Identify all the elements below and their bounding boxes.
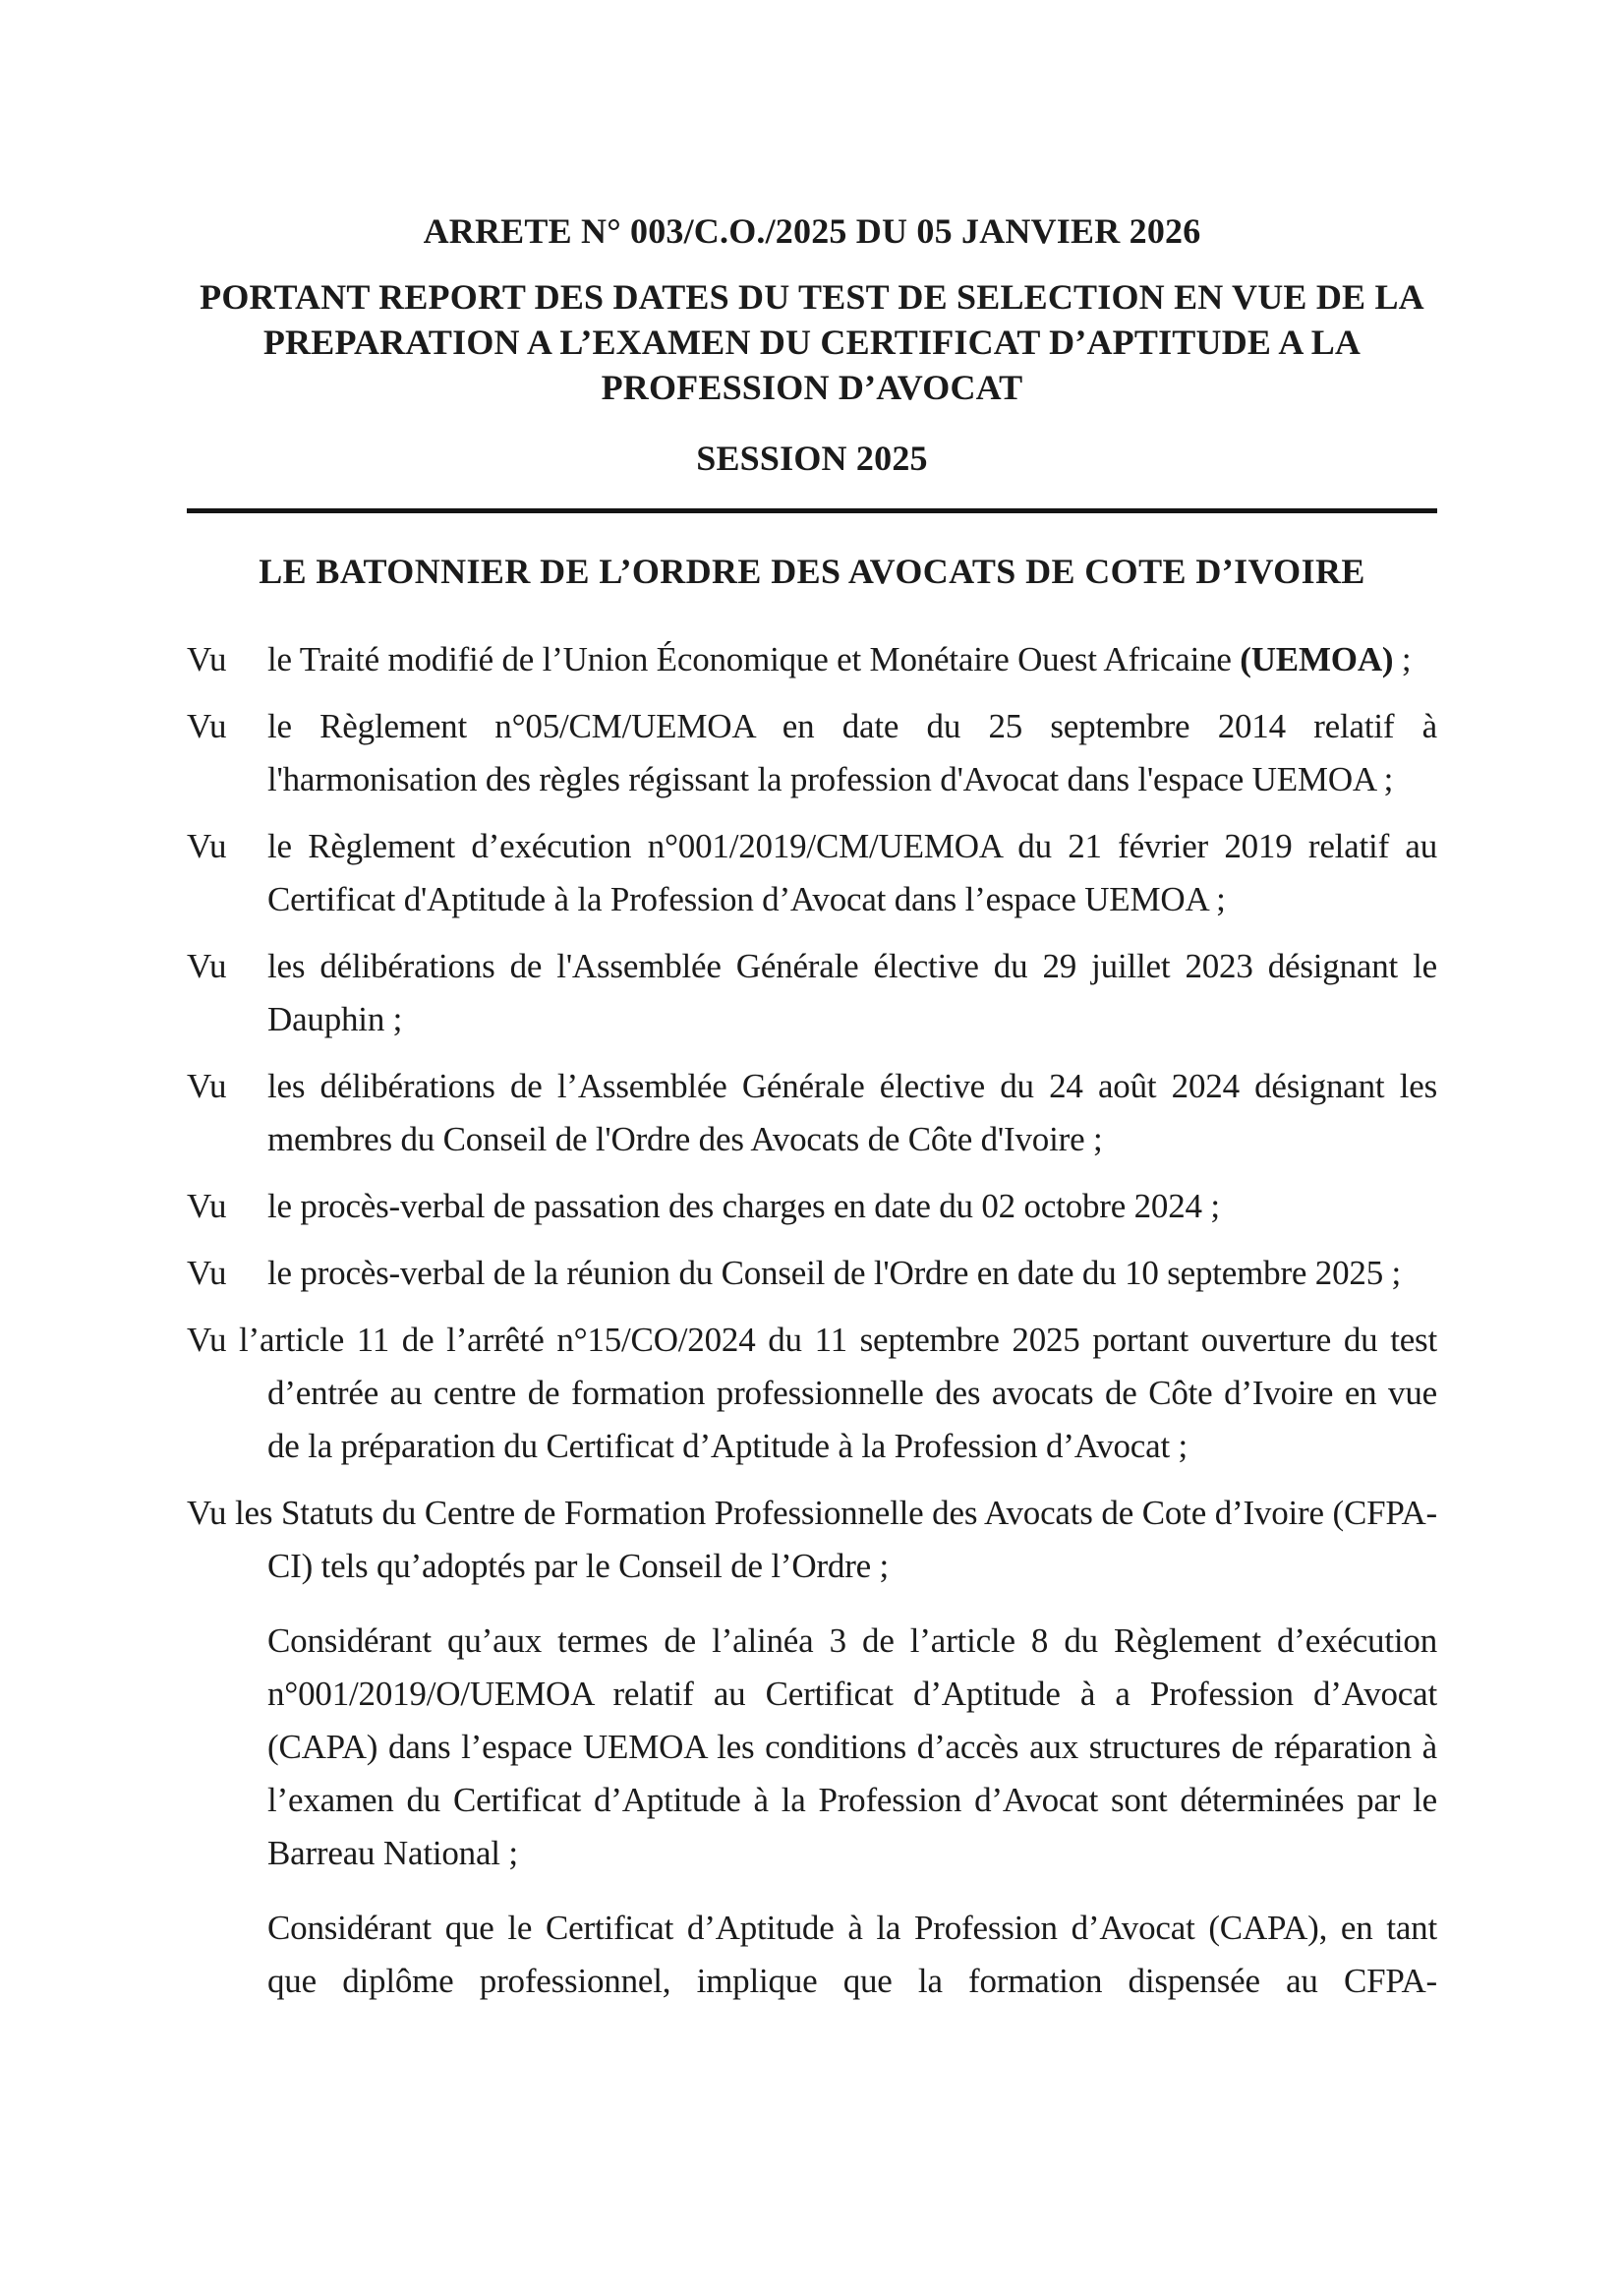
recital-text: le procès-verbal de passation des charges en date du 02 octobre 2024 ; (267, 1187, 1220, 1225)
recital-text: les délibérations de l'Assemblée Générale élective du 29 juillet 2023 désignant le Dauphin ; (267, 947, 1437, 1038)
recital-label: Vu (187, 1254, 227, 1292)
session-heading: SESSION 2025 (696, 439, 928, 478)
recital-text: le Règlement n°05/CM/UEMOA en date du 25 septembre 2014 relatif à l'harmonisation des règles régissant la profession d'Avocat dans l'espace UEMOA ; (267, 707, 1437, 798)
consideration-paragraph: Considérant que le Certificat d’Aptitude à la Profession d’Avocat (CAPA), en tant que diplôme professionnel, implique que la formation dispensée au CFPA- (267, 1909, 1437, 2000)
issuer-heading: LE BATONNIER DE L’ORDRE DES AVOCATS DE COTE D’IVOIRE (259, 552, 1365, 591)
recital-item (187, 940, 1437, 1046)
recital-item (187, 820, 1437, 926)
consideration-paragraph: Considérant qu’aux termes de l’alinéa 3 de l’article 8 du Règlement d’exécution n°001/2019/O/UEMOA relatif au Certificat d’Aptitude à a Profession d’Avocat (CAPA) dans l’espace UEMOA les conditions d’accès aux structures de réparation à l’examen du Certificat d’Aptitude à la Profession d’Avocat sont déterminées par le Barreau National ; (267, 1621, 1437, 1872)
recital-text-run: le Traité modifié de l’Union Économique et Monétaire Ouest Africaine (267, 640, 1241, 678)
recital-label: Vu (187, 827, 227, 865)
document-subtitle-line: PORTANT REPORT DES DATES DU TEST DE SELECTION EN VUE DE LA (200, 277, 1424, 317)
horizontal-rule (187, 508, 1437, 513)
document-title: ARRETE N° 003/C.O./2025 DU 05 JANVIER 2026 (423, 211, 1201, 251)
recital-text: le Règlement d’exécution n°001/2019/CM/UEMOA du 21 février 2019 relatif au Certificat d'Aptitude à la Profession d’Avocat dans l’espace UEMOA ; (267, 827, 1437, 918)
recital-text: le procès-verbal de la réunion du Conseil de l'Ordre en date du 10 septembre 2025 ; (267, 1254, 1402, 1292)
recital-inline-item: Vu les Statuts du Centre de Formation Professionnelle des Avocats de Cote d’Ivoire (CFPA-CI) tels qu’adoptés par le Conseil de l’Ordre ; (187, 1494, 1437, 1585)
document-body (187, 633, 1437, 2008)
recital-tail-run: ; (1393, 640, 1412, 678)
recital-item (187, 1060, 1437, 1166)
recital-label: Vu (187, 640, 227, 678)
recital-bold-run: (UEMOA) (1240, 640, 1394, 678)
recital-item (187, 1247, 1437, 1300)
recital-item (187, 633, 1437, 686)
document-subtitle (187, 274, 1437, 410)
document-subtitle-line: PROFESSION D’AVOCAT (601, 368, 1023, 407)
recital-text: les délibérations de l’Assemblée Générale élective du 24 août 2024 désignant les membres du Conseil de l'Ordre des Avocats de Côte d'Ivoire ; (267, 1067, 1437, 1158)
recital-label: Vu (187, 707, 227, 745)
recital-text (267, 633, 1437, 686)
recital-item (187, 1180, 1437, 1233)
recital-inline-item: Vu l’article 11 de l’arrêté n°15/CO/2024 du 11 septembre 2025 portant ouverture du test d’entrée au centre de formation professionnelle des avocats de Côte d’Ivoire en vue de la préparation du Certificat d’Aptitude à la Profession d’Avocat ; (187, 1321, 1437, 1465)
document-subtitle-line: PREPARATION A L’EXAMEN DU CERTIFICAT D’APTITUDE A LA (262, 323, 1362, 362)
recital-label: Vu (187, 947, 227, 985)
recital-item (187, 700, 1437, 806)
recital-label: Vu (187, 1187, 227, 1225)
recital-label: Vu (187, 1067, 227, 1105)
